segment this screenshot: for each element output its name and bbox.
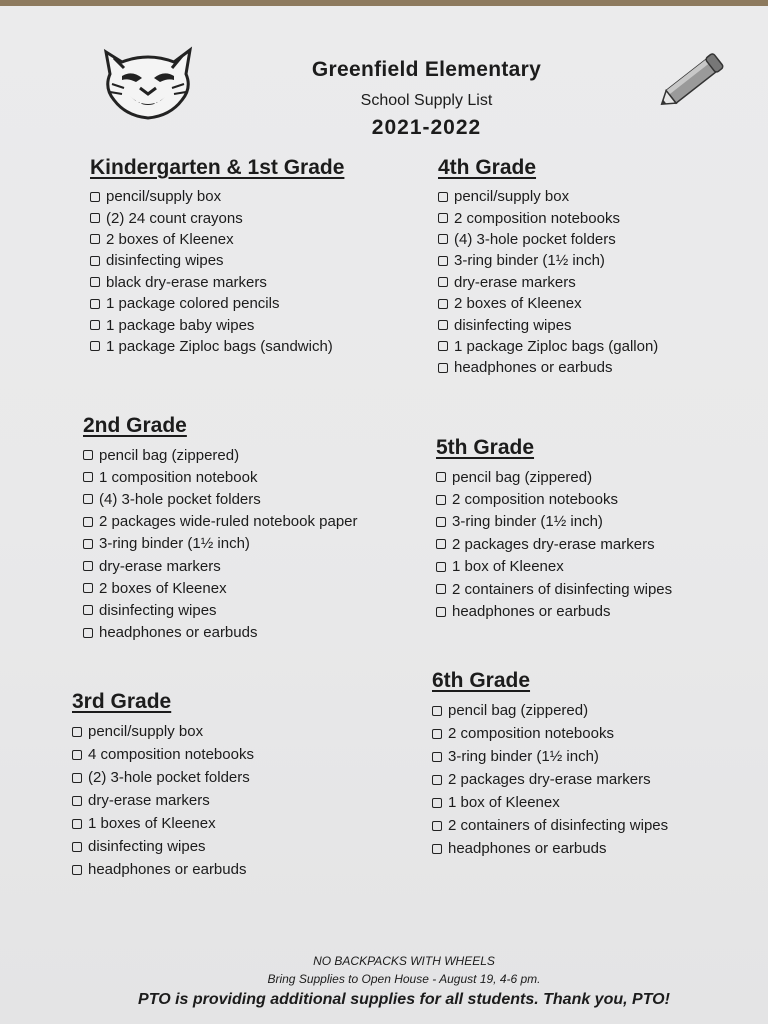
checkbox-icon [83, 539, 93, 549]
list-item: dry-erase markers [438, 272, 658, 293]
checkbox-icon [436, 517, 446, 527]
checkbox-icon [436, 472, 446, 482]
checkbox-icon [90, 192, 100, 202]
list-item: 1 composition notebook [83, 466, 358, 488]
supply-list [438, 186, 658, 379]
list-item: pencil bag (zippered) [83, 444, 358, 466]
checkbox-icon [432, 844, 442, 854]
grade6-section [432, 669, 668, 860]
checkbox-icon [83, 583, 93, 593]
supply-list [436, 466, 672, 623]
list-item: 2 containers of disinfecting wipes [432, 814, 668, 837]
checkbox-icon [438, 341, 448, 351]
document-header [0, 58, 768, 140]
section-title: 2nd Grade [83, 414, 187, 437]
list-item: 3-ring binder (1½ inch) [436, 511, 672, 533]
checkbox-icon [90, 256, 100, 266]
grade3-section [72, 690, 254, 881]
grade5-section [436, 436, 672, 623]
checkbox-icon [436, 495, 446, 505]
section-title: 3rd Grade [72, 690, 172, 713]
checkbox-icon [90, 341, 100, 351]
checkbox-icon [83, 494, 93, 504]
list-item: 2 boxes of Kleenex [438, 293, 658, 314]
checkbox-icon [432, 752, 442, 762]
section-title: 4th Grade [438, 156, 537, 179]
checkbox-icon [436, 584, 446, 594]
list-item: headphones or earbuds [436, 600, 672, 622]
section-title: Kindergarten & 1st Grade [90, 156, 345, 179]
supply-list [432, 699, 668, 860]
checkbox-icon [90, 213, 100, 223]
checkbox-icon [438, 277, 448, 287]
list-item: pencil/supply box [72, 720, 254, 743]
checkbox-icon [90, 234, 100, 244]
checkbox-icon [83, 472, 93, 482]
footer-open-house: Bring Supplies to Open House - August 19, 4-6 pm. [267, 972, 541, 986]
school-name: Greenfield Elementary [311, 58, 542, 81]
checkbox-icon [436, 539, 446, 549]
checkbox-icon [432, 775, 442, 785]
checkbox-icon [72, 819, 82, 829]
checkbox-icon [438, 192, 448, 202]
list-item: 3-ring binder (1½ inch) [432, 745, 668, 768]
checkbox-icon [432, 729, 442, 739]
checkbox-icon [72, 750, 82, 760]
checkbox-icon [72, 727, 82, 737]
section-title: 5th Grade [436, 436, 535, 459]
checkbox-icon [83, 450, 93, 460]
list-item: 2 composition notebooks [438, 207, 658, 228]
checkbox-icon [432, 706, 442, 716]
list-item: 1 package Ziploc bags (sandwich) [90, 336, 344, 357]
checkbox-icon [83, 561, 93, 571]
school-year: 2021-2022 [371, 116, 482, 139]
list-item: 2 boxes of Kleenex [83, 577, 358, 599]
supply-list-sheet [0, 6, 768, 1024]
checkbox-icon [72, 865, 82, 875]
list-item: pencil bag (zippered) [432, 699, 668, 722]
list-item: pencil/supply box [90, 186, 344, 207]
checkbox-icon [436, 607, 446, 617]
list-item: 1 boxes of Kleenex [72, 812, 254, 835]
checkbox-icon [90, 277, 100, 287]
checkbox-icon [72, 773, 82, 783]
checkbox-icon [438, 256, 448, 266]
document-footer [0, 954, 768, 1009]
checkbox-icon [438, 363, 448, 373]
list-item: headphones or earbuds [432, 837, 668, 860]
checkbox-icon [83, 605, 93, 615]
checkbox-icon [432, 821, 442, 831]
kindergarten-section [90, 156, 344, 357]
list-item: disinfecting wipes [72, 835, 254, 858]
checkbox-icon [438, 234, 448, 244]
list-item: 2 packages dry-erase markers [432, 768, 668, 791]
checkbox-icon [436, 562, 446, 572]
list-item: (4) 3-hole pocket folders [83, 488, 358, 510]
list-item: 2 composition notebooks [436, 488, 672, 510]
list-item: 4 composition notebooks [72, 743, 254, 766]
list-item: disinfecting wipes [83, 599, 358, 621]
list-item: 1 box of Kleenex [432, 791, 668, 814]
checkbox-icon [438, 299, 448, 309]
checkbox-icon [90, 299, 100, 309]
list-item: (2) 24 count crayons [90, 207, 344, 228]
checkbox-icon [90, 320, 100, 330]
list-item: 3-ring binder (1½ inch) [438, 250, 658, 271]
supply-list [90, 186, 344, 357]
list-item: dry-erase markers [72, 789, 254, 812]
list-item: black dry-erase markers [90, 272, 344, 293]
list-item: (4) 3-hole pocket folders [438, 229, 658, 250]
list-item: dry-erase markers [83, 555, 358, 577]
checkbox-icon [432, 798, 442, 808]
list-item: 1 package Ziploc bags (gallon) [438, 336, 658, 357]
list-item: 2 packages wide-ruled notebook paper [83, 511, 358, 533]
list-item: headphones or earbuds [83, 622, 358, 644]
list-item: pencil bag (zippered) [436, 466, 672, 488]
grade2-section [83, 414, 358, 644]
list-item: disinfecting wipes [438, 314, 658, 335]
list-item: 3-ring binder (1½ inch) [83, 533, 358, 555]
list-item: (2) 3-hole pocket folders [72, 766, 254, 789]
supply-list [72, 720, 254, 881]
grade4-section [438, 156, 658, 379]
list-item: 2 containers of disinfecting wipes [436, 578, 672, 600]
section-title: 6th Grade [432, 669, 531, 692]
list-item: 2 boxes of Kleenex [90, 229, 344, 250]
list-item: headphones or earbuds [72, 858, 254, 881]
list-item: pencil/supply box [438, 186, 658, 207]
list-item: headphones or earbuds [438, 357, 658, 378]
list-item: 1 package baby wipes [90, 314, 344, 335]
list-item: 1 box of Kleenex [436, 556, 672, 578]
checkbox-icon [72, 842, 82, 852]
checkbox-icon [83, 517, 93, 527]
list-item: 2 composition notebooks [432, 722, 668, 745]
checkbox-icon [72, 796, 82, 806]
list-item: disinfecting wipes [90, 250, 344, 271]
footer-notice: NO BACKPACKS WITH WHEELS [313, 954, 495, 968]
checkbox-icon [438, 320, 448, 330]
list-item: 1 package colored pencils [90, 293, 344, 314]
checkbox-icon [438, 213, 448, 223]
document-subtitle: School Supply List [360, 92, 493, 109]
footer-thanks: PTO is providing additional supplies for all students. Thank you, PTO! [138, 991, 670, 1008]
checkbox-icon [83, 628, 93, 638]
list-item: 2 packages dry-erase markers [436, 533, 672, 555]
supply-list [83, 444, 358, 644]
